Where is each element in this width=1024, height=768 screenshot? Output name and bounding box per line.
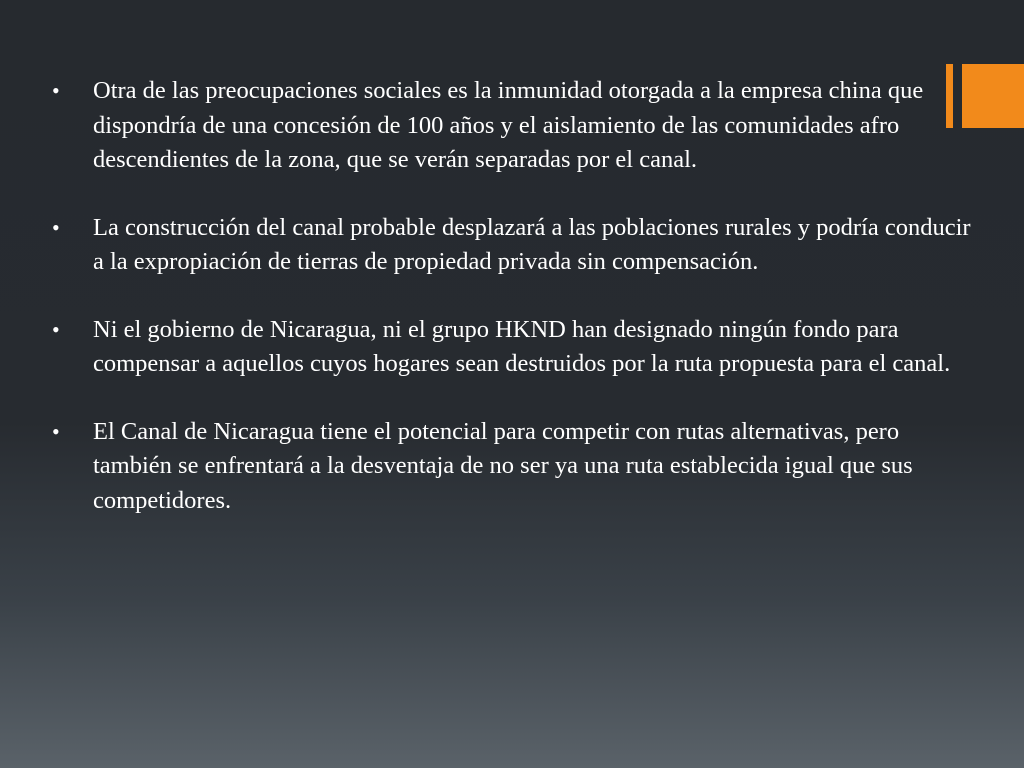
bullet-dot-icon: • [52, 316, 60, 342]
bullet-text: Ni el gobierno de Nicaragua, ni el grupo HKND han designado ningún fondo para compensar a aquellos cuyos hogares sean destruidos por la ruta propuesta para el canal. [93, 315, 951, 377]
bullet-item [52, 211, 982, 280]
bullet-list [52, 74, 982, 551]
bullet-dot-icon: • [52, 78, 60, 103]
bullet-dot-icon: • [52, 418, 60, 444]
bullet-item [52, 415, 982, 519]
bullet-text: El Canal de Nicaragua tiene el potencial para competir con rutas alternativas, pero también se enfrentará a la desventaja de no ser ya una ruta establecida igual que sus competidores. [93, 417, 913, 514]
bullet-item [52, 74, 982, 178]
bullet-text: Otra de las preocupaciones sociales es la inmunidad otorgada a la empresa china que dispondría de una concesión de 100 años y el aislamiento de las comunidades afro descendientes de la zona, que se verán separadas por el canal. [93, 77, 924, 173]
bullet-text: La construcción del canal probable desplazará a las poblaciones rurales y podría conducir a la expropiación de tierras de propiedad privada sin compensación. [93, 213, 971, 275]
bullet-item [52, 313, 982, 382]
bullet-dot-icon: • [52, 214, 60, 240]
